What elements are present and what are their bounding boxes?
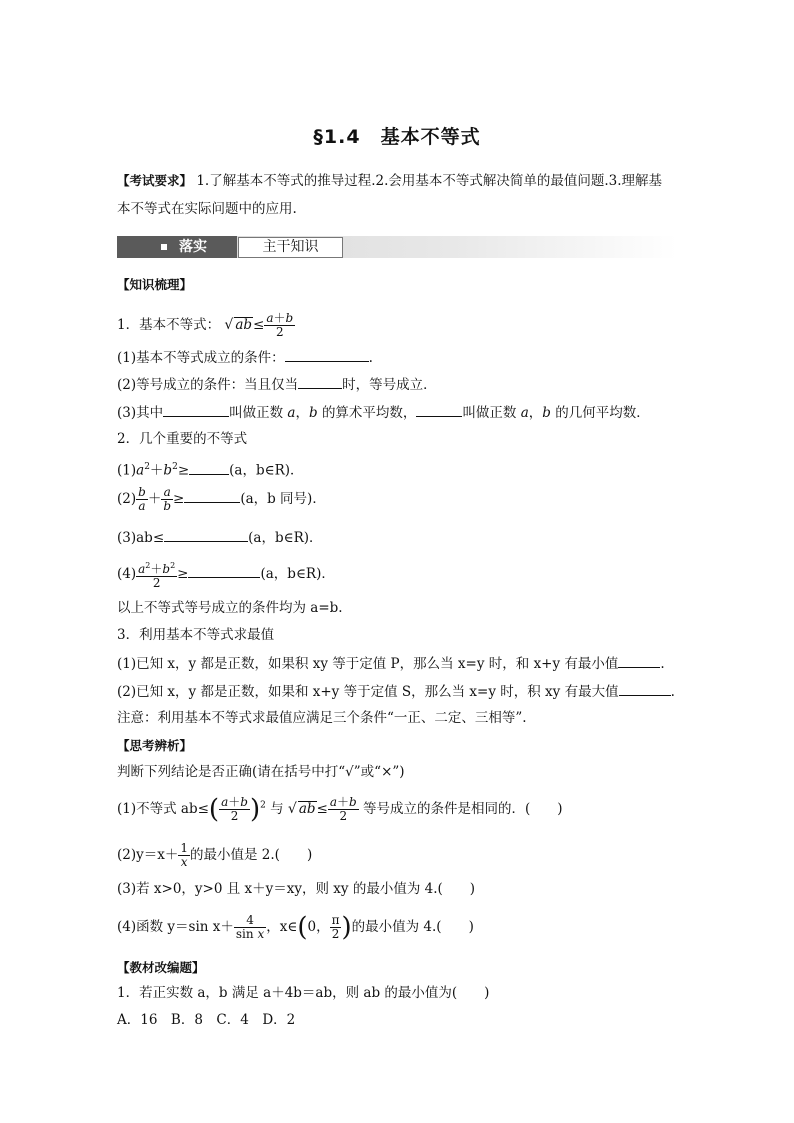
extreme-value-heading: 3．利用基本不等式求最值 xyxy=(117,627,275,643)
answer-blank xyxy=(298,375,342,389)
answer-blank xyxy=(184,489,240,503)
condition-3-text: (3)其中 xyxy=(117,405,164,421)
condition-3-part: 的算术平均数， xyxy=(321,405,417,421)
condition-line-1: (1)基本不等式成立的条件： . xyxy=(117,350,373,366)
min-value-line: (1)已知 x，y 都是正数，如果积 xy 等于定值 P，那么当 x=y 时，和 x+y 有最小值 . xyxy=(117,656,665,672)
judgement-2: (2)y＝x＋ $\frac{1}{x}$ 的最小值是 2.( ) xyxy=(117,841,313,869)
inequality-3 xyxy=(117,528,323,547)
banner-dark-tab xyxy=(117,236,237,258)
thinking-intro: 判断下列结论是否正确(请在括号中打“√”或“×”) xyxy=(117,764,405,780)
inequality-2-cond: (a，b 同号)． xyxy=(240,491,326,507)
min-value-text: (1)已知 x，y 都是正数，如果积 xy 等于定值 P，那么当 x=y 时，和 x+y 有最小值 xyxy=(117,656,619,672)
answer-blank xyxy=(163,403,229,417)
textbook-heading: 【教材改编题】 xyxy=(117,960,205,975)
condition-2-text: (2)等号成立的条件：当且仅当 xyxy=(117,377,299,393)
judgement-4-tail: 的最小值为 4.( ) xyxy=(351,919,474,935)
equality-note: 以上不等式等号成立的条件均为 a=b. xyxy=(117,600,343,616)
inequality-4-index: (4) xyxy=(117,566,137,582)
exam-requirement-text-1: 1.了解基本不等式的推导过程.2.会用基本不等式解决简单的最值问题.3.理解基 xyxy=(196,173,663,189)
answer-blank xyxy=(164,528,248,542)
sqrt-icon: √ xyxy=(224,317,234,333)
inequality-4: (4) $\frac{a^2+b^2}{2}$ ≥ (a，b∈R)． xyxy=(117,561,335,590)
judgement-4-domain: ，x∈ xyxy=(266,919,298,935)
exam-requirement-label: 【考试要求】 xyxy=(117,173,193,188)
answer-blank xyxy=(189,461,229,475)
answer-blank xyxy=(285,348,369,362)
exam-requirement-line-2: 本不等式在实际问题中的应用. xyxy=(117,201,297,217)
answer-blank xyxy=(618,654,660,668)
banner-dark-label: 落实 xyxy=(179,239,207,255)
inequality-1: $(1)a^2+b^2\ge (a$，b∈R)． xyxy=(117,462,304,479)
max-value-line: (2)已知 x，y 都是正数，如果和 x+y 等于定值 S，那么当 x=y 时，积 xy 有最大值 . xyxy=(117,684,675,700)
judgement-1-text: (1)不等式 ab≤ xyxy=(117,801,209,817)
basic-inequality-label: 1．基本不等式： xyxy=(117,317,221,333)
inequality-2: (2) $\frac{b}{a}$ ＋ $\frac{a}{b}$ ≥ (a，b 同号)． xyxy=(117,485,326,513)
condition-3-part: 叫做正数 xyxy=(462,405,517,421)
judgement-2-tail: 的最小值是 2.( ) xyxy=(190,847,313,863)
inequality-3-cond: (a，b∈R)． xyxy=(248,530,323,546)
judgement-1-and: 与 xyxy=(270,801,284,817)
section-banner xyxy=(117,236,677,258)
inequality-4-cond: (a，b∈R)． xyxy=(260,566,335,582)
conditions-note: 注意：利用基本不等式求最值应满足三个条件“一正、二定、三相等”. xyxy=(117,710,527,726)
thinking-heading: 【思考辨析】 xyxy=(117,738,193,753)
textbook-question-1: 1．若正实数 a，b 满足 a＋4b＝ab，则 ab 的最小值为( ) xyxy=(117,985,490,1001)
inequality-1-index: (1) xyxy=(117,462,137,479)
condition-3-part: 叫做正数 xyxy=(229,405,284,421)
judgement-4-text: (4)函数 y＝sin x＋ xyxy=(117,919,234,935)
max-value-text: (2)已知 x，y 都是正数，如果和 x+y 等于定值 S，那么当 x=y 时，积 xy 有最大值 xyxy=(117,684,619,700)
answer-blank xyxy=(188,564,260,578)
inequality-2-index: (2) xyxy=(117,491,137,507)
page-title: §1.4 基本不等式 xyxy=(313,126,481,148)
condition-3-part: 的几何平均数． xyxy=(555,405,650,421)
inequality-1-cond: (a，b∈R)． xyxy=(229,462,304,479)
important-inequalities-heading: 2．几个重要的不等式 xyxy=(117,431,248,447)
knowledge-heading: 【知识梳理】 xyxy=(117,277,193,292)
answer-blank xyxy=(416,403,462,417)
condition-line-2 xyxy=(117,375,437,394)
banner-light-label: 主干知识 xyxy=(238,237,343,258)
judgement-2-text: (2)y＝x＋ xyxy=(117,847,179,863)
sqrt-icon: √ xyxy=(287,801,297,817)
answer-blank xyxy=(619,682,671,696)
fraction-a-plus-b-over-2: $\frac{a+b}{2}$ xyxy=(266,311,294,339)
judgement-1-tail: 等号成立的条件是相同的．( ) xyxy=(363,801,563,817)
judgement-4: (4)函数 y＝sin x＋ $\frac{4}{\text{sin x}}$ ，x∈(0， $\frac{\pi}{2}$ )的最小值为 4.( ) xyxy=(117,912,474,943)
exam-requirement-line-1 xyxy=(117,172,662,190)
judgement-1: (1)不等式 ab≤( $\frac{a+b}{2}$ )$^2$ 与 √ ab≤ $\frac{a+b}{2}$ 等号成立的条件是相同的．( ) xyxy=(117,794,563,825)
condition-1-text: (1)基本不等式成立的条件： xyxy=(117,350,285,366)
inequality-3-text: (3)ab≤ xyxy=(117,530,165,546)
basic-inequality-line: 1．基本不等式： √ ab≤ $\frac{a+b}{2}$ xyxy=(117,311,294,339)
textbook-options: A．16 B．8 C．4 D．2 xyxy=(117,1012,296,1028)
judgement-3: (3)若 x>0，y>0 且 x＋y＝xy，则 xy 的最小值为 4.( ) xyxy=(117,881,476,897)
condition-2-tail: 时，等号成立． xyxy=(342,377,437,393)
square-bullet-icon xyxy=(161,244,167,250)
condition-line-3: (3)其中 叫做正数 a，b 的算术平均数， 叫做正数 a，b 的几何平均数． xyxy=(117,405,650,421)
